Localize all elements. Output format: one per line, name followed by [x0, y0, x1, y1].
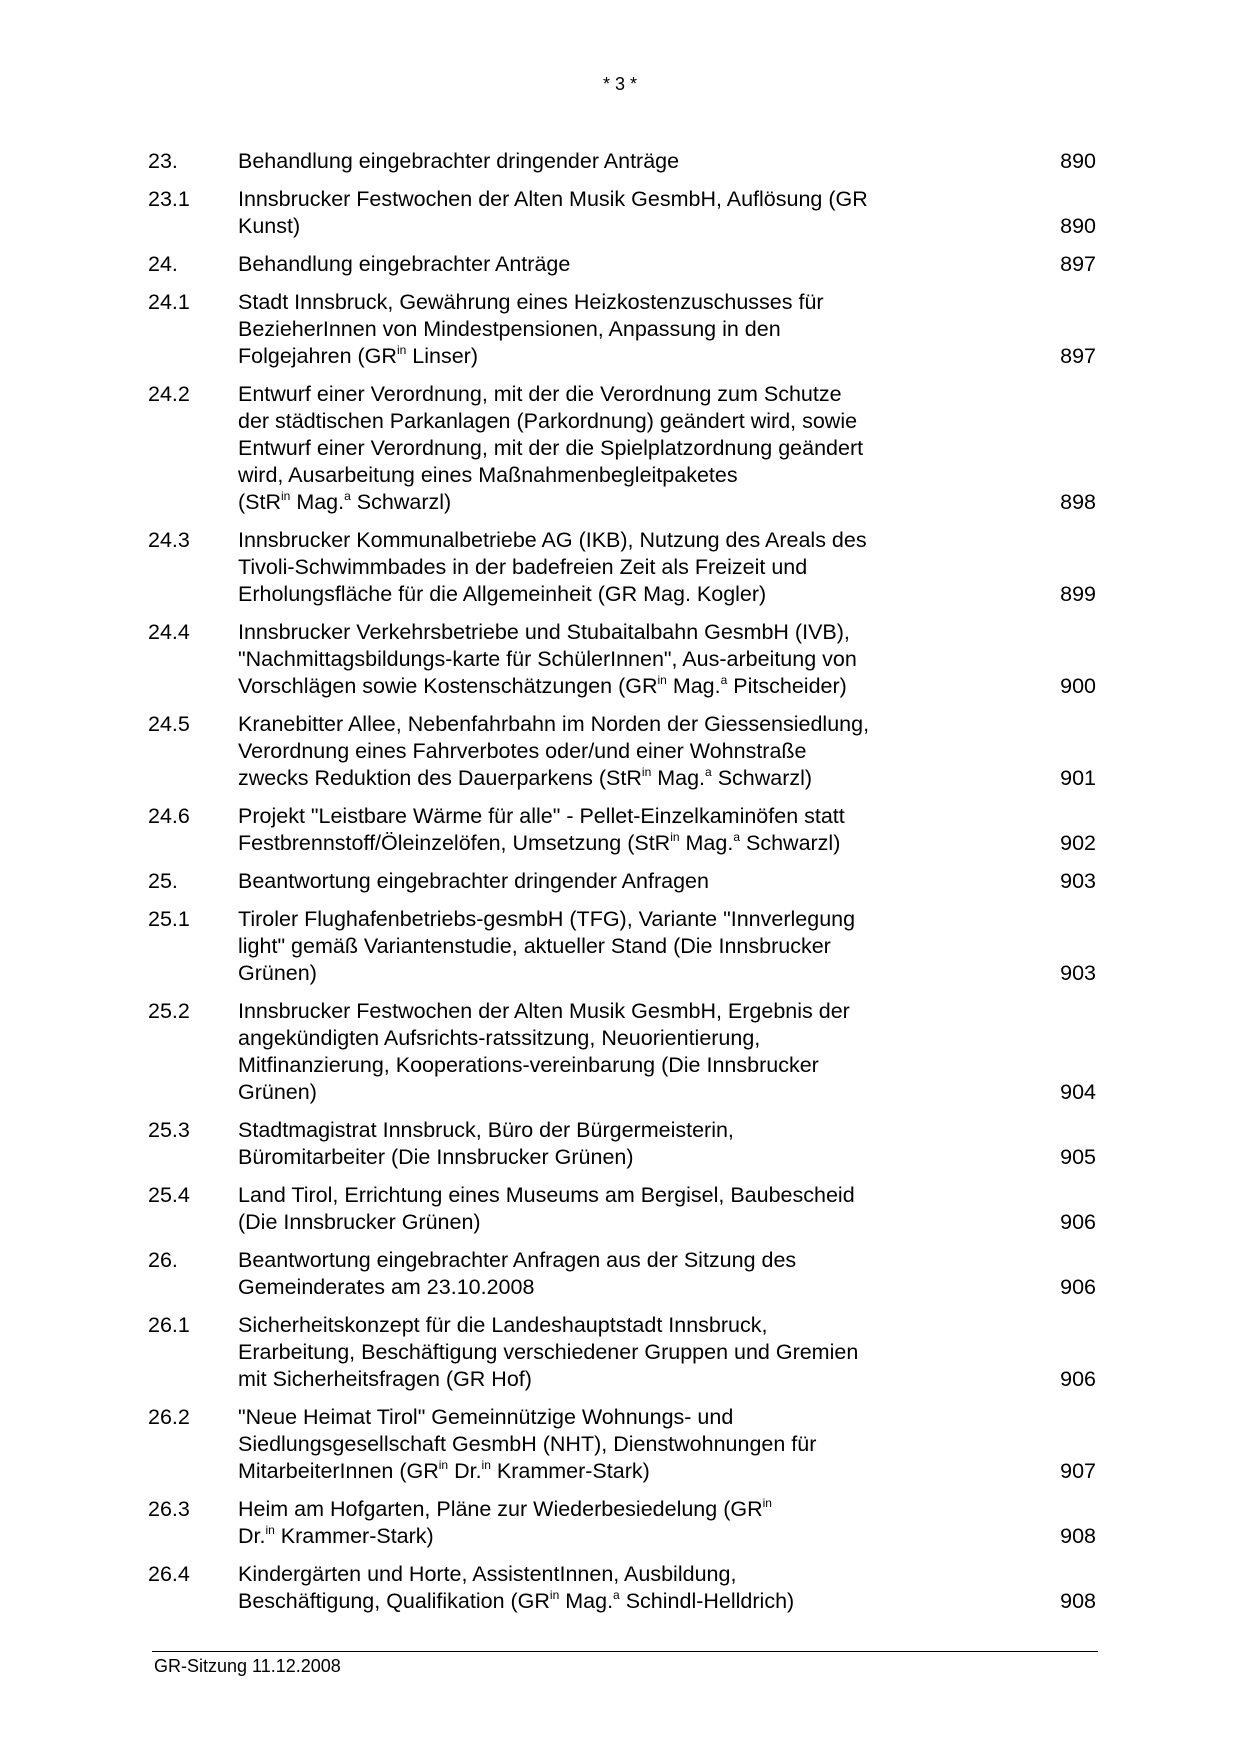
title-superscript: in — [641, 765, 652, 779]
toc-entry-page: 908 — [1060, 1524, 1096, 1548]
toc-entry-title — [238, 1182, 970, 1236]
toc-entry-title-line — [238, 1025, 970, 1052]
toc-entry-number: 26.3 — [148, 1497, 190, 1521]
title-text: Grünen) — [238, 961, 317, 985]
toc-entry-title-line — [238, 316, 970, 343]
title-text: Behandlung eingebrachter Anträge — [238, 252, 571, 276]
toc-entry — [148, 803, 1098, 857]
title-text: Krammer-Stark) — [490, 1459, 650, 1483]
title-text: Schwarzl) — [350, 490, 452, 514]
toc-entry-page: 900 — [1060, 674, 1096, 698]
toc-entry-number: 24.2 — [148, 382, 190, 406]
toc-entry-page: 897 — [1060, 252, 1096, 276]
toc-entry-number: 26.1 — [148, 1313, 190, 1337]
toc-entry-title-line — [238, 619, 970, 646]
footer-divider — [152, 1651, 1098, 1652]
title-text: Beschäftigung, Qualifikation (GR — [238, 1589, 550, 1613]
title-text: BezieherInnen von Mindestpensionen, Anpassung in den — [238, 317, 781, 341]
title-superscript: a — [344, 489, 351, 503]
title-superscript: a — [705, 765, 712, 779]
title-text: Kindergärten und Horte, AssistentInnen, Ausbildung, — [238, 1562, 737, 1586]
toc-entry — [148, 1117, 1098, 1171]
title-text: Land Tirol, Errichtung eines Museums am Bergisel, Baubescheid — [238, 1183, 855, 1207]
title-superscript: in — [396, 343, 407, 357]
toc-entry-title-line — [238, 998, 970, 1025]
toc-entry — [148, 998, 1098, 1106]
title-text: Erholungsfläche für die Allgemeinheit (GR Mag. Kogler) — [238, 582, 767, 606]
title-text: Kranebitter Allee, Nebenfahrbahn im Norden der Giessensiedlung, — [238, 712, 870, 736]
title-text: zwecks Reduktion des Dauerparkens (StR — [238, 766, 642, 790]
title-superscript: a — [733, 830, 741, 844]
toc-entry-title — [238, 711, 970, 792]
toc-entry-title-line — [238, 1431, 970, 1458]
toc-entry-number: 26.4 — [148, 1562, 190, 1586]
footer-session-date: GR-Sitzung 11.12.2008 — [154, 1656, 341, 1676]
toc-entry-title-line — [238, 1588, 970, 1615]
title-text: Folgejahren (GR — [238, 344, 397, 368]
title-text: (StR — [238, 490, 281, 514]
toc-entry-title — [238, 251, 970, 278]
toc-entry-title — [238, 186, 970, 240]
title-text: angekündigten Aufsrichts-ratssitzung, Neuorientierung, — [238, 1026, 761, 1050]
title-text: wird, Ausarbeitung eines Maßnahmenbegleitpaketes — [238, 463, 738, 487]
title-superscript: in — [762, 1496, 772, 1510]
toc-entry-page: 898 — [1060, 490, 1096, 514]
title-text: Projekt "Leistbare Wärme für alle" - Pellet-Einzelkaminöfen statt — [238, 804, 845, 828]
toc-entry — [148, 1312, 1098, 1393]
toc-entry-number: 24.4 — [148, 620, 190, 644]
toc-entry-title — [238, 1312, 970, 1393]
toc-entry-title-line — [238, 1366, 970, 1393]
toc-entry-page: 906 — [1060, 1367, 1096, 1391]
toc-entry-title — [238, 1404, 970, 1485]
title-text: Innsbrucker Verkehrsbetriebe und Stubaitalbahn GesmbH (IVB), — [238, 620, 850, 644]
toc-entry-title-line — [238, 646, 970, 673]
toc-entry — [148, 868, 1098, 895]
toc-entry-number: 23. — [148, 149, 178, 173]
title-text: Mag. — [651, 766, 706, 790]
toc-entry — [148, 1182, 1098, 1236]
toc-entry-title — [238, 1561, 970, 1615]
title-text: "Neue Heimat Tirol" Gemeinnützige Wohnungs- und — [238, 1405, 734, 1429]
toc-entry-title-line — [238, 1079, 970, 1106]
title-superscript: in — [670, 830, 680, 844]
toc-entry-page: 908 — [1060, 1589, 1096, 1613]
toc-entry-title-line — [238, 213, 970, 240]
toc-entry-title-line — [238, 1117, 970, 1144]
title-text: Mitfinanzierung, Kooperations-vereinbarung (Die Innsbrucker — [238, 1053, 819, 1077]
toc-entry-title — [238, 381, 970, 516]
toc-entry — [148, 148, 1098, 175]
title-superscript: in — [438, 1458, 449, 1472]
toc-entry — [148, 527, 1098, 608]
title-text: Heim am Hofgarten, Pläne zur Wiederbesiedelung (GR — [238, 1497, 763, 1521]
toc-entry-title-line — [238, 1247, 970, 1274]
toc-entry — [148, 251, 1098, 278]
toc-entry-number: 26. — [148, 1248, 178, 1272]
toc-entry-title-line — [238, 1523, 970, 1550]
toc-entry-title-line — [238, 1312, 970, 1339]
title-text: Vorschlägen sowie Kostenschätzungen (GR — [238, 674, 658, 698]
toc-entry-title-line — [238, 960, 970, 987]
toc-entry-number: 23.1 — [148, 187, 190, 211]
toc-entry-title-line — [238, 381, 970, 408]
title-text: Schindl-Helldrich) — [619, 1589, 795, 1613]
toc-entry-title-line — [238, 711, 970, 738]
title-text: Siedlungsgesellschaft GesmbH (NHT), Dienstwohnungen für — [238, 1432, 817, 1456]
title-text: Mag. — [679, 831, 734, 855]
toc-entry-page: 897 — [1060, 344, 1096, 368]
toc-entry — [148, 619, 1098, 700]
toc-entry-title-line — [238, 1458, 970, 1485]
title-text: Dr. — [238, 1524, 266, 1548]
title-superscript: in — [265, 1523, 275, 1537]
toc-entry-number: 24.3 — [148, 528, 190, 552]
toc-entry-title — [238, 1247, 970, 1301]
title-text: Beantwortung eingebrachter Anfragen aus der Sitzung des — [238, 1248, 797, 1272]
toc-entry-title — [238, 803, 970, 857]
toc-entry-title-line — [238, 868, 970, 895]
toc-entry-number: 25. — [148, 869, 178, 893]
table-of-contents — [148, 148, 1098, 1626]
toc-entry — [148, 186, 1098, 240]
title-text: Stadt Innsbruck, Gewährung eines Heizkostenzuschusses für — [238, 290, 824, 314]
toc-entry-page: 902 — [1060, 831, 1096, 855]
toc-entry-title-line — [238, 738, 970, 765]
toc-entry-page: 904 — [1060, 1080, 1096, 1104]
toc-entry-title-line — [238, 1209, 970, 1236]
title-text: MitarbeiterInnen (GR — [238, 1459, 439, 1483]
toc-entry-title-line — [238, 1052, 970, 1079]
toc-entry-title-line — [238, 489, 970, 516]
title-text: Sicherheitskonzept für die Landeshauptstadt Innsbruck, — [238, 1313, 768, 1337]
title-text: mit Sicherheitsfragen (GR Hof) — [238, 1367, 532, 1391]
toc-entry-number: 26.2 — [148, 1405, 190, 1429]
toc-entry-page: 906 — [1060, 1210, 1096, 1234]
toc-entry-title-line — [238, 251, 970, 278]
toc-entry-number: 24.1 — [148, 290, 190, 314]
toc-entry-title-line — [238, 289, 970, 316]
toc-entry-title — [238, 289, 970, 370]
toc-entry-page: 890 — [1060, 149, 1096, 173]
title-text: Mag. — [666, 674, 721, 698]
toc-entry-page: 903 — [1060, 961, 1096, 985]
title-text: Kunst) — [238, 214, 301, 238]
title-text: Pitscheider) — [727, 674, 847, 698]
toc-entry-title — [238, 148, 970, 175]
title-text: Tiroler Flughafenbetriebs-gesmbH (TFG), Variante "Innverlegung — [238, 907, 856, 931]
title-text: Dr. — [448, 1459, 482, 1483]
toc-entry-title-line — [238, 906, 970, 933]
toc-entry-number: 25.3 — [148, 1118, 190, 1142]
title-text: Entwurf einer Verordnung, mit der die Verordnung zum Schutze — [238, 382, 842, 406]
toc-entry — [148, 1404, 1098, 1485]
toc-entry-page: 899 — [1060, 582, 1096, 606]
toc-entry-title-line — [238, 830, 970, 857]
title-superscript: a — [613, 1588, 620, 1602]
title-text: Gemeinderates am 23.10.2008 — [238, 1275, 535, 1299]
toc-entry — [148, 289, 1098, 370]
toc-entry-title-line — [238, 1182, 970, 1209]
title-text: Mag. — [290, 490, 345, 514]
toc-entry-number: 24.5 — [148, 712, 190, 736]
toc-entry-title — [238, 1117, 970, 1171]
toc-entry-title — [238, 619, 970, 700]
title-text: Stadtmagistrat Innsbruck, Büro der Bürgermeisterin, — [238, 1118, 734, 1142]
page-number-header: * 3 * — [602, 74, 638, 94]
toc-entry-number: 24.6 — [148, 804, 190, 828]
title-text: Linser) — [406, 344, 478, 368]
title-text: Entwurf einer Verordnung, mit der die Spielplatzordnung geändert — [238, 436, 864, 460]
toc-entry-title — [238, 868, 970, 895]
toc-entry-title-line — [238, 554, 970, 581]
title-superscript: in — [481, 1458, 491, 1472]
toc-entry-number: 24. — [148, 252, 178, 276]
toc-entry-title-line — [238, 673, 970, 700]
toc-entry-title-line — [238, 581, 970, 608]
toc-entry-title — [238, 906, 970, 987]
title-text: Büromitarbeiter (Die Innsbrucker Grünen) — [238, 1145, 634, 1169]
toc-entry — [148, 1496, 1098, 1550]
title-superscript: in — [657, 673, 667, 687]
title-text: light" gemäß Variantenstudie, aktueller Stand (Die Innsbrucker — [238, 934, 831, 958]
toc-entry-title — [238, 527, 970, 608]
toc-entry-number: 25.2 — [148, 999, 190, 1023]
toc-entry-title-line — [238, 765, 970, 792]
title-text: (Die Innsbrucker Grünen) — [238, 1210, 481, 1234]
toc-entry-title-line — [238, 343, 970, 370]
toc-entry — [148, 906, 1098, 987]
toc-entry-page: 907 — [1060, 1459, 1096, 1483]
toc-entry-number: 25.4 — [148, 1183, 190, 1207]
title-text: Schwarzl) — [711, 766, 813, 790]
toc-entry-page: 906 — [1060, 1275, 1096, 1299]
toc-entry-title-line — [238, 186, 970, 213]
title-text: Mag. — [559, 1589, 614, 1613]
toc-entry-page: 903 — [1060, 869, 1096, 893]
title-superscript: in — [549, 1588, 560, 1602]
toc-entry — [148, 1247, 1098, 1301]
title-text: Erarbeitung, Beschäftigung verschiedener Gruppen und Gremien — [238, 1340, 859, 1364]
title-text: Innsbrucker Festwochen der Alten Musik GesmbH, Ergebnis der — [238, 999, 850, 1023]
title-text: Beantwortung eingebrachter dringender Anfragen — [238, 869, 709, 893]
toc-entry-title-line — [238, 1274, 970, 1301]
toc-entry-title-line — [238, 462, 970, 489]
title-text: Verordnung eines Fahrverbotes oder/und einer Wohnstraße — [238, 739, 807, 763]
toc-entry-title — [238, 998, 970, 1106]
toc-entry-title-line — [238, 1404, 970, 1431]
title-text: Schwarzl) — [740, 831, 841, 855]
title-text: Tivoli-Schwimmbades in der badefreien Zeit als Freizeit und — [238, 555, 808, 579]
toc-entry-title-line — [238, 408, 970, 435]
toc-entry-page: 890 — [1060, 214, 1096, 238]
toc-entry — [148, 711, 1098, 792]
title-text: Krammer-Stark) — [274, 1524, 434, 1548]
toc-entry-title-line — [238, 1496, 970, 1523]
toc-entry-title-line — [238, 803, 970, 830]
toc-entry-number: 25.1 — [148, 907, 190, 931]
toc-entry-page: 901 — [1060, 766, 1096, 790]
toc-entry — [148, 1561, 1098, 1615]
title-text: Behandlung eingebrachter dringender Anträge — [238, 149, 680, 173]
toc-entry-title-line — [238, 1339, 970, 1366]
toc-entry — [148, 381, 1098, 516]
title-superscript: in — [281, 489, 291, 503]
title-text: "Nachmittagsbildungs-karte für SchülerInnen", Aus-arbeitung von — [238, 647, 857, 671]
toc-entry-title — [238, 1496, 970, 1550]
title-text: Innsbrucker Kommunalbetriebe AG (IKB), Nutzung des Areals des — [238, 528, 867, 552]
title-text: Innsbrucker Festwochen der Alten Musik GesmbH, Auflösung (GR — [238, 187, 868, 211]
title-text: Grünen) — [238, 1080, 317, 1104]
toc-entry-page: 905 — [1060, 1145, 1096, 1169]
toc-entry-title-line — [238, 1144, 970, 1171]
toc-entry-title-line — [238, 1561, 970, 1588]
toc-entry-title-line — [238, 435, 970, 462]
toc-entry-title-line — [238, 933, 970, 960]
title-superscript: a — [720, 673, 728, 687]
toc-entry-title-line — [238, 148, 970, 175]
toc-entry-title-line — [238, 527, 970, 554]
title-text: der städtischen Parkanlagen (Parkordnung) geändert wird, sowie — [238, 409, 858, 433]
title-text: Festbrennstoff/Öleinzelöfen, Umsetzung (StR — [238, 831, 671, 855]
